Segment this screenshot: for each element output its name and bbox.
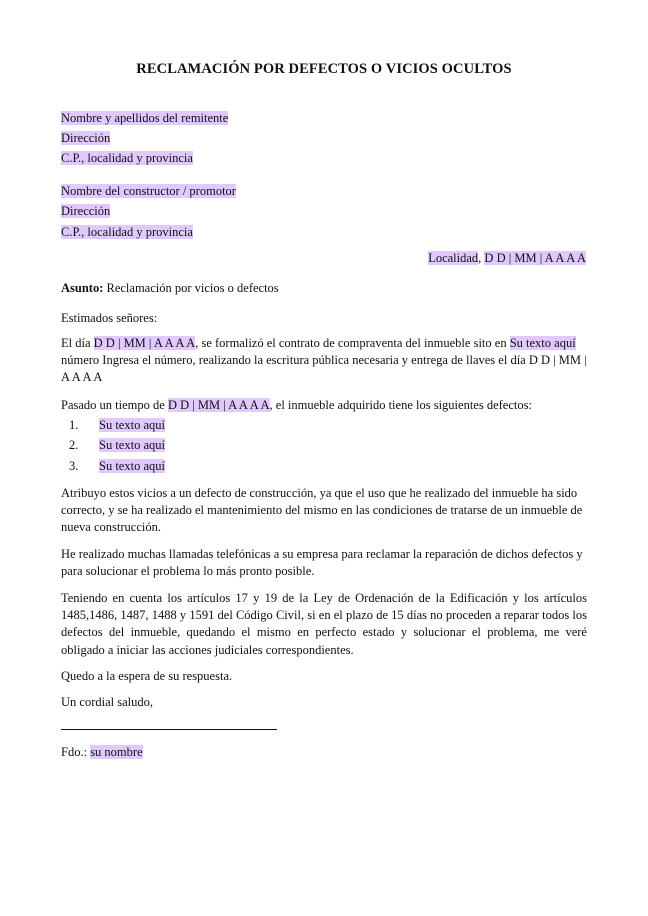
defect-field[interactable]: Su texto aquí <box>99 418 165 432</box>
signature <box>61 744 143 761</box>
paragraph-attribution: Atribuyo estos vicios a un defecto de construcción, ya que el uso que he realizado del inmueble ha sido correcto, y se ha realizado el mantenimiento del mismo en las condiciones de tratarse de un inmueble de nueva construcción. <box>61 486 583 535</box>
signature-label: Fdo.: <box>61 745 88 759</box>
recipient-address[interactable]: Dirección <box>61 204 111 218</box>
delivery-date-field[interactable]: D D | MM | A A A A <box>61 353 587 385</box>
sender-city[interactable]: C.P., localidad y provincia <box>61 151 193 165</box>
closing-waiting: Quedo a la espera de su respuesta. <box>61 669 233 683</box>
defect-field[interactable]: Su texto aquí <box>99 438 165 452</box>
recipient-city[interactable]: C.P., localidad y provincia <box>61 225 193 239</box>
defect-field[interactable]: Su texto aquí <box>99 459 165 473</box>
sender-name[interactable]: Nombre y apellidos del remitente <box>61 111 229 125</box>
paragraph-calls: He realizado muchas llamadas telefónicas a su empresa para reclamar la reparación de dichos defectos y para solucionar el problema lo más pronto posible. <box>61 547 583 579</box>
place-field[interactable]: Localidad <box>428 251 479 265</box>
recipient-name[interactable]: Nombre del constructor / promotor <box>61 184 236 198</box>
list-item: 2. Su texto aquí <box>69 438 165 452</box>
paragraph-legal: Teniendo en cuenta los artículos 17 y 19 de la Ley de Ordenación de la Edificación y los artículos 1485,1486, 1487, 1488 y 1591 del Código Civil, si en el plazo de 15 días no proceden a reparar todos los defectos del inmueble, quedando el mismo en perfecto estado y solucionar el problema, me veré obligado a iniciar las acciones judiciales correspondientes. <box>61 591 587 657</box>
closing-salutation: Un cordial saludo, <box>61 695 153 709</box>
signature-line <box>61 729 277 730</box>
list-item: 1. Su texto aquí <box>69 418 165 432</box>
subject-label: Asunto: <box>61 281 104 295</box>
paragraph-defects-intro: Pasado un tiempo de D D | MM | A A A A, el inmueble adquirido tiene los siguientes defectos: <box>61 398 532 412</box>
date-field[interactable]: D D | MM | A A A A <box>484 251 586 265</box>
subject-text: Reclamación por vicios o defectos <box>106 281 279 295</box>
subject-line <box>61 280 279 297</box>
paragraph-contract: El día D D | MM | A A A A, se formalizó el contrato de compraventa del inmueble sito en Su texto aquí número Ingresa el número, realizando la escritura pública necesaria y entrega de llaves el día D D | MM | A A A A <box>61 336 587 385</box>
place-date: Localidad, D D | MM | A A A A <box>428 251 586 265</box>
greeting: Estimados señores: <box>61 311 158 325</box>
document-title: RECLAMACIÓN POR DEFECTOS O VICIOS OCULTOS <box>136 61 512 77</box>
elapsed-time-field[interactable]: D D | MM | A A A A <box>167 398 270 412</box>
sender-address[interactable]: Dirección <box>61 131 111 145</box>
signature-name-field[interactable]: su nombre <box>90 745 143 759</box>
property-location-field[interactable]: Su texto aquí <box>509 336 576 350</box>
contract-date-field[interactable]: D D | MM | A A A A <box>93 336 196 350</box>
list-item: 3. Su texto aquí <box>69 459 165 473</box>
